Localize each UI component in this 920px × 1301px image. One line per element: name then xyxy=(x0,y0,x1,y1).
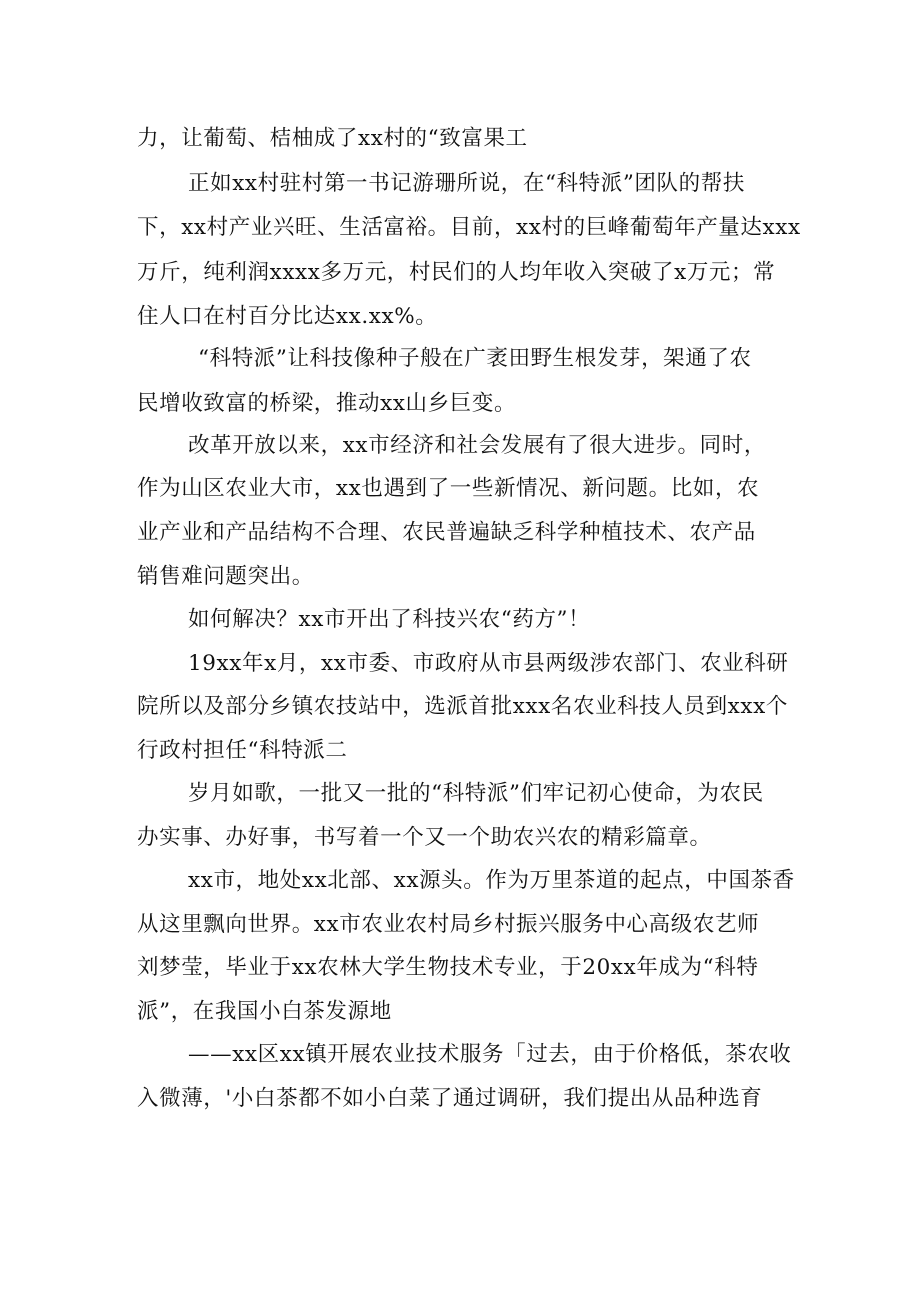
text-line: 民增收致富的桥梁，推动xx山乡巨变。 xyxy=(137,391,517,416)
paragraph-first-line: xx市，地处xx北部、xx源头。作为万里茶道的起点，中国茶香 xyxy=(188,868,795,893)
paragraph-first-line: 改革开放以来，xx市经济和社会发展有了很大进步。同时， xyxy=(188,433,766,458)
paragraph-first-line: 如何解决？xx市开出了科技兴农“药方”！ xyxy=(188,607,591,632)
text-line: 入微薄，'小白茶都不如小白菜了通过调研，我们提出从品种选育 xyxy=(137,1086,763,1111)
text-line: 力，让葡萄、桔柚成了xx村的“致富果工 xyxy=(137,126,528,151)
text-line: 行政村担任“科特派二 xyxy=(137,738,348,763)
text-line: 下，xx村产业兴旺、生活富裕。目前，xx村的巨峰葡萄年产量达xxx xyxy=(137,215,801,240)
paragraph-first-line: “科特派”让科技像种子般在广袤田野生根发芽，架通了农 xyxy=(198,346,752,371)
text-line: 刘梦莹，毕业于xx农林大学生物技术专业，于20xx年成为“科特 xyxy=(137,955,759,980)
text-line: 从这里飘向世界。xx市农业农村局乡村振兴服务中心高级农艺师 xyxy=(137,912,760,937)
text-line: 院所以及部分乡镇农技站中，选派首批xxx名农业科技人员到xxx个 xyxy=(137,694,788,719)
text-line: 派”，在我国小白茶发源地 xyxy=(137,999,392,1024)
paragraph-first-line: 正如xx村驻村第一书记游珊所说，在“科特派”团队的帮扶 xyxy=(188,171,745,196)
text-line: 业产业和产品结构不合理、农民普遍缺乏科学种植技术、农产品 xyxy=(137,520,756,545)
text-line: 住人口在村百分比达xx.xx%。 xyxy=(137,304,438,329)
text-line: 办实事、办好事，书写着一个又一个助农兴农的精彩篇章。 xyxy=(137,825,712,850)
paragraph-first-line: 19xx年x月，xx市委、市政府从市县两级涉农部门、农业科研 xyxy=(188,651,789,676)
paragraph-first-line: ——xx区xx镇开展农业技术服务「过去，由于价格低，茶农收 xyxy=(188,1042,792,1067)
text-line: 作为山区农业大市，xx也遇到了一些新情况、新问题。比如，农 xyxy=(137,476,760,501)
paragraph-first-line: 岁月如歌，一批又一批的“科特派”们牢记初心使命，为农民 xyxy=(188,781,764,806)
text-line: 销售难问题突出。 xyxy=(137,564,314,589)
text-line: 万斤，纯利润xxxx多万元，村民们的人均年收入突破了x万元；常 xyxy=(137,260,776,285)
